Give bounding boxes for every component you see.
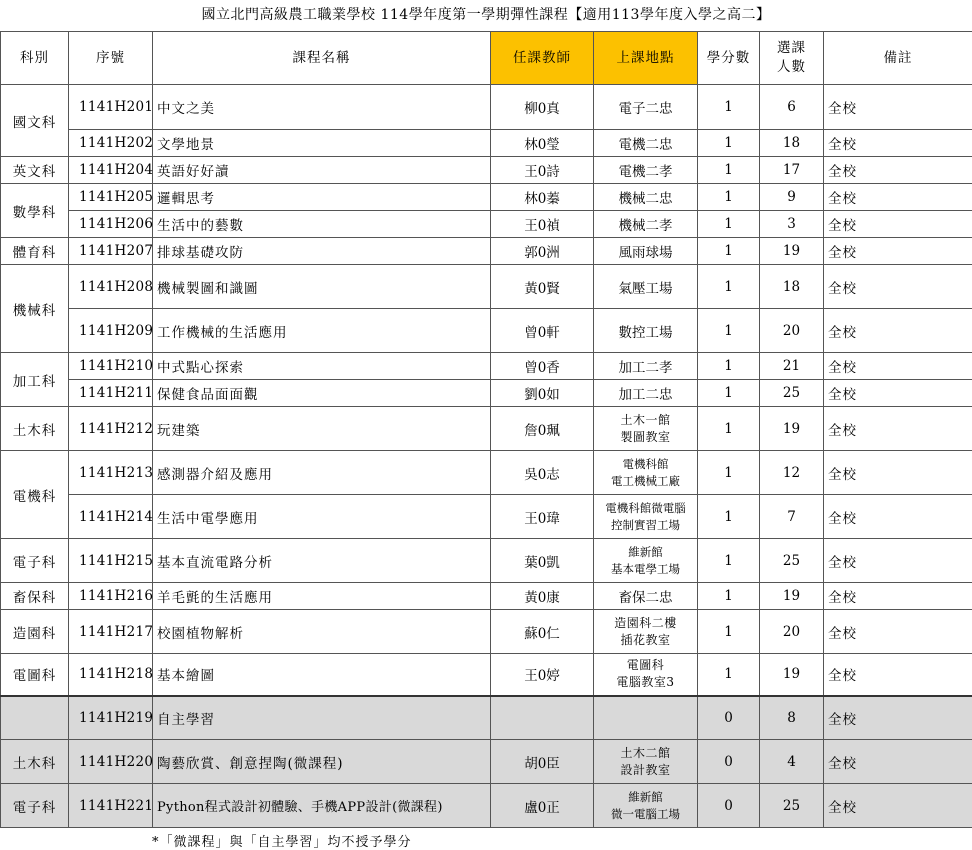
table-row [1, 610, 972, 654]
note-cell: 全校 [824, 740, 972, 784]
enrolled-cell: 17 [760, 157, 824, 184]
teacher-cell: 郭0洲 [491, 238, 594, 265]
course-cell: 校園植物解析 [153, 610, 491, 654]
location-cell: 加工二忠 [594, 380, 698, 407]
note-cell: 全校 [824, 539, 972, 583]
dept-cell: 體育科 [1, 238, 69, 265]
enrolled-cell: 20 [760, 309, 824, 353]
col-header-enrolled: 選課人數 [760, 32, 824, 85]
credits-cell: 0 [698, 784, 760, 828]
course-cell: 自主學習 [153, 696, 491, 740]
course-cell: 生活中電學應用 [153, 495, 491, 539]
note-cell: 全校 [824, 238, 972, 265]
col-header-dept: 科別 [1, 32, 69, 85]
enrolled-cell: 19 [760, 654, 824, 696]
dept-cell [1, 696, 69, 740]
dept-cell: 土木科 [1, 407, 69, 451]
teacher-cell: 詹0珮 [491, 407, 594, 451]
teacher-cell: 劉0如 [491, 380, 594, 407]
credits-cell: 1 [698, 85, 760, 130]
course-cell: 生活中的藝數 [153, 211, 491, 238]
table-row [1, 85, 972, 130]
teacher-cell: 盧0正 [491, 784, 594, 828]
dept-cell: 英文科 [1, 157, 69, 184]
location-line: 電腦教室3 [594, 674, 697, 691]
location-cell: 風雨球場 [594, 238, 698, 265]
teacher-cell [491, 696, 594, 740]
course-cell: 英語好好讀 [153, 157, 491, 184]
enrolled-cell: 25 [760, 784, 824, 828]
course-cell: 陶藝欣賞、創意捏陶(微課程) [153, 740, 491, 784]
code-cell: 1141H201 [69, 85, 153, 130]
teacher-cell: 葉0凱 [491, 539, 594, 583]
course-cell: 感測器介紹及應用 [153, 451, 491, 495]
table-row [1, 309, 972, 353]
note-cell: 全校 [824, 265, 972, 309]
location-cell: 機械二忠 [594, 184, 698, 211]
code-cell: 1141H219 [69, 696, 153, 740]
credits-cell: 1 [698, 583, 760, 610]
teacher-cell: 曾0軒 [491, 309, 594, 353]
table-row [1, 539, 972, 583]
location-line: 設計教室 [594, 762, 697, 779]
code-cell: 1141H210 [69, 353, 153, 380]
teacher-cell: 吳0志 [491, 451, 594, 495]
credits-cell: 1 [698, 184, 760, 211]
enrolled-cell: 18 [760, 130, 824, 157]
teacher-cell: 王0禎 [491, 211, 594, 238]
credits-cell: 1 [698, 309, 760, 353]
course-cell: 保健食品面面觀 [153, 380, 491, 407]
credits-cell: 1 [698, 380, 760, 407]
location-line: 維新館 [594, 789, 697, 806]
col-header-code: 序號 [69, 32, 153, 85]
credits-cell: 1 [698, 157, 760, 184]
location-line: 微一電腦工場 [594, 806, 697, 823]
credits-cell: 0 [698, 740, 760, 784]
code-cell: 1141H205 [69, 184, 153, 211]
dept-cell: 電機科 [1, 451, 69, 539]
credits-cell: 1 [698, 211, 760, 238]
enrolled-cell: 4 [760, 740, 824, 784]
location-line: 維新館 [594, 544, 697, 561]
code-cell: 1141H221 [69, 784, 153, 828]
location-cell: 機械二孝 [594, 211, 698, 238]
course-cell: 基本繪圖 [153, 654, 491, 696]
enrolled-cell: 12 [760, 451, 824, 495]
course-cell: 機械製圖和識圖 [153, 265, 491, 309]
note-cell: 全校 [824, 451, 972, 495]
table-row [1, 654, 972, 696]
note-cell: 全校 [824, 610, 972, 654]
table-row [1, 265, 972, 309]
col-header-location: 上課地點 [594, 32, 698, 85]
location-cell: 氣壓工場 [594, 265, 698, 309]
code-cell: 1141H208 [69, 265, 153, 309]
table-row [1, 130, 972, 157]
credits-cell: 1 [698, 539, 760, 583]
enrolled-cell: 19 [760, 583, 824, 610]
table-row [1, 184, 972, 211]
table-row [1, 380, 972, 407]
location-cell: 加工二孝 [594, 353, 698, 380]
col-header-course: 課程名稱 [153, 32, 491, 85]
table-row [1, 157, 972, 184]
location-cell [594, 784, 698, 828]
teacher-cell: 王0瑋 [491, 495, 594, 539]
course-table [0, 31, 972, 828]
table-row [1, 407, 972, 451]
code-cell: 1141H211 [69, 380, 153, 407]
table-row [1, 740, 972, 784]
credits-cell: 1 [698, 610, 760, 654]
code-cell: 1141H206 [69, 211, 153, 238]
credits-cell: 1 [698, 451, 760, 495]
course-cell: 基本直流電路分析 [153, 539, 491, 583]
table-row [1, 211, 972, 238]
course-cell: 排球基礎攻防 [153, 238, 491, 265]
location-line: 土木一館 [594, 412, 697, 429]
teacher-cell: 王0詩 [491, 157, 594, 184]
enrolled-cell: 25 [760, 380, 824, 407]
location-cell [594, 495, 698, 539]
col-header-teacher: 任課教師 [491, 32, 594, 85]
table-row [1, 238, 972, 265]
note-cell: 全校 [824, 309, 972, 353]
code-cell: 1141H215 [69, 539, 153, 583]
credits-cell: 1 [698, 238, 760, 265]
course-cell: Python程式設計初體驗、手機APP設計(微課程) [153, 784, 491, 828]
credits-cell: 0 [698, 696, 760, 740]
table-row [1, 451, 972, 495]
teacher-cell: 胡0臣 [491, 740, 594, 784]
enrolled-cell: 3 [760, 211, 824, 238]
credits-cell: 1 [698, 130, 760, 157]
dept-cell: 土木科 [1, 740, 69, 784]
note-cell: 全校 [824, 654, 972, 696]
dept-cell: 畜保科 [1, 583, 69, 610]
location-cell [594, 654, 698, 696]
location-cell: 數控工場 [594, 309, 698, 353]
credits-cell: 1 [698, 353, 760, 380]
course-cell: 羊毛氈的生活應用 [153, 583, 491, 610]
footnote: *「微課程」與「自主學習」均不授予學分 [152, 831, 412, 850]
location-line: 電機科館微電腦 [594, 500, 697, 517]
credits-cell: 1 [698, 265, 760, 309]
location-cell [594, 451, 698, 495]
dept-cell: 機械科 [1, 265, 69, 353]
note-cell: 全校 [824, 353, 972, 380]
table-row [1, 583, 972, 610]
teacher-cell: 柳0真 [491, 85, 594, 130]
location-line: 電工機械工廠 [594, 473, 697, 490]
location-line: 插花教室 [594, 632, 697, 649]
location-cell [594, 740, 698, 784]
dept-cell: 電圖科 [1, 654, 69, 696]
location-cell [594, 610, 698, 654]
code-cell: 1141H217 [69, 610, 153, 654]
enrolled-cell: 18 [760, 265, 824, 309]
enrolled-cell: 20 [760, 610, 824, 654]
teacher-cell: 黃0賢 [491, 265, 594, 309]
location-line: 控制實習工場 [594, 517, 697, 534]
table-row [1, 495, 972, 539]
dept-cell: 造園科 [1, 610, 69, 654]
credits-cell: 1 [698, 407, 760, 451]
code-cell: 1141H212 [69, 407, 153, 451]
location-line: 造園科二樓 [594, 615, 697, 632]
code-cell: 1141H213 [69, 451, 153, 495]
page-title: 國立北門高級農工職業學校 114學年度第一學期彈性課程【適用113學年度入學之高二】 [0, 0, 972, 31]
note-cell: 全校 [824, 696, 972, 740]
course-cell: 邏輯思考 [153, 184, 491, 211]
code-cell: 1141H204 [69, 157, 153, 184]
location-line: 電機科館 [594, 456, 697, 473]
code-cell: 1141H209 [69, 309, 153, 353]
code-cell: 1141H207 [69, 238, 153, 265]
note-cell: 全校 [824, 495, 972, 539]
note-cell: 全校 [824, 184, 972, 211]
credits-cell: 1 [698, 654, 760, 696]
location-cell: 電機二孝 [594, 157, 698, 184]
course-cell: 文學地景 [153, 130, 491, 157]
code-cell: 1141H202 [69, 130, 153, 157]
note-cell: 全校 [824, 380, 972, 407]
location-line: 電圖科 [594, 657, 697, 674]
col-header-note: 備註 [824, 32, 972, 85]
note-cell: 全校 [824, 130, 972, 157]
location-cell: 畜保二忠 [594, 583, 698, 610]
table-row [1, 696, 972, 740]
note-cell: 全校 [824, 211, 972, 238]
location-cell: 電機二忠 [594, 130, 698, 157]
enrolled-cell: 7 [760, 495, 824, 539]
table-row [1, 353, 972, 380]
enrolled-cell: 9 [760, 184, 824, 211]
teacher-cell: 王0婷 [491, 654, 594, 696]
dept-cell: 國文科 [1, 85, 69, 157]
code-cell: 1141H218 [69, 654, 153, 696]
teacher-cell: 林0瑩 [491, 130, 594, 157]
note-cell: 全校 [824, 407, 972, 451]
table-row [1, 784, 972, 828]
dept-cell: 電子科 [1, 539, 69, 583]
teacher-cell: 蘇0仁 [491, 610, 594, 654]
location-cell [594, 539, 698, 583]
enrolled-cell: 25 [760, 539, 824, 583]
location-line: 基本電學工場 [594, 561, 697, 578]
enrolled-cell: 21 [760, 353, 824, 380]
dept-cell: 電子科 [1, 784, 69, 828]
location-cell [594, 696, 698, 740]
teacher-cell: 黃0康 [491, 583, 594, 610]
col-header-credits: 學分數 [698, 32, 760, 85]
note-cell: 全校 [824, 583, 972, 610]
dept-cell: 加工科 [1, 353, 69, 407]
header-row [1, 32, 972, 85]
enrolled-cell: 6 [760, 85, 824, 130]
note-cell: 全校 [824, 784, 972, 828]
code-cell: 1141H214 [69, 495, 153, 539]
code-cell: 1141H220 [69, 740, 153, 784]
dept-cell: 數學科 [1, 184, 69, 238]
note-cell: 全校 [824, 157, 972, 184]
credits-cell: 1 [698, 495, 760, 539]
location-line: 製圖教室 [594, 429, 697, 446]
enrolled-cell: 19 [760, 407, 824, 451]
location-cell [594, 407, 698, 451]
location-line: 土木二館 [594, 745, 697, 762]
course-cell: 中文之美 [153, 85, 491, 130]
course-cell: 工作機械的生活應用 [153, 309, 491, 353]
note-cell: 全校 [824, 85, 972, 130]
enrolled-cell: 8 [760, 696, 824, 740]
code-cell: 1141H216 [69, 583, 153, 610]
course-cell: 玩建築 [153, 407, 491, 451]
teacher-cell: 曾0香 [491, 353, 594, 380]
course-cell: 中式點心探索 [153, 353, 491, 380]
enrolled-cell: 19 [760, 238, 824, 265]
teacher-cell: 林0蓁 [491, 184, 594, 211]
location-cell: 電子二忠 [594, 85, 698, 130]
